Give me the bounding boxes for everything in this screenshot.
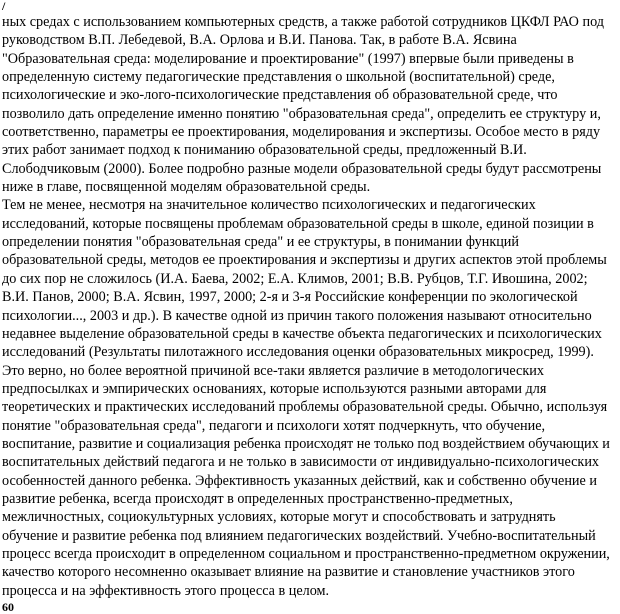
paragraph-2: Тем не менее, несмотря на значительное количество психологических и педагогических исследований, которые посвящены проблемам образовательной среды в школе, единой позиции в определении понятия "образовательная среда" и ее структуры, в понимании функций образовательной среды, методов ее проектирования и экспертизы и других аспектов этой проблемы до сих пор не сложилось (И.А. Баева, 2002; Е.А. Климов, 2001; В.В. Рубцов, Т.Г. Ивошина, 2002; В.И. Панов, 2000; В.А. Ясвин, 1997, 2000; 2-я и 3-я Российские конференции по экологической психологии..., 2003 и др.). В качестве одной из причин такого положения называют относительно недавнее выделение образовательной среды в качестве объекта педагогических и психологических исследований (Результаты пилотажного исследования оценки образовательных микросред, 1999). Это верно, но более вероятной причиной все-таки является различие в методологических предпосылках и эмпирических основаниях, которые используются разными авторами для теоретических и практических исследований проблемы образовательной среды. Обычно, используя понятие "образовательная среда", педагоги и психологи хотят подчеркнуть, что обучение, воспитание, развитие и социализация ребенка происходят не только под воздействием обучающих и воспитательных действий педагога и не только в зависимости от индивидуально-психологических особенностей данного ребенка. Эффективность указанных действий, как и собственно обучение и развитие ребенка, всегда происходят в определенных пространственно-предметных, межличностных, социокультурных условиях, которые могут и способствовать и затруднять обучение и развитие ребенка под влиянием педагогических воздействий. Учебно-воспитательный процесс всегда происходит в определенном социальном и пространственно-предметном окружении, качество которого несомненно оказывает влияние на развитие и становление участников этого процесса и на эффективность этого процесса в целом. <box>2 197 610 599</box>
page-number: 60 <box>2 600 14 614</box>
paragraph-1: ных средах с использованием компьютерных средств, а также работой сотрудников ЦКФЛ РАО под руководством В.П. Лебедевой, В.А. Орлова и В.И. Панова. Так, в работе В.А. Ясвина "Образовательная среда: моделирование и проектирование" (1997) впервые были приведены в определенную систему педагогические представления о школьной (воспитательной) среде, психологические и эко-лого-психологические представления об образовательной среде, что позволило дать определение именно понятию "образовательная среда", определить ее структуру и, соответственно, параметры ее проектирования, моделирования и экспертизы. Особое место в ряду этих работ занимает подход к пониманию образовательной среды, предложенный В.И. Слободчиковым (2000). Более подробно разные модели образовательной среды будут рассмотрены ниже в главе, посвященной моделям образовательной среды. <box>2 14 604 196</box>
page-mark: / <box>2 0 6 13</box>
document-page <box>2 0 614 614</box>
